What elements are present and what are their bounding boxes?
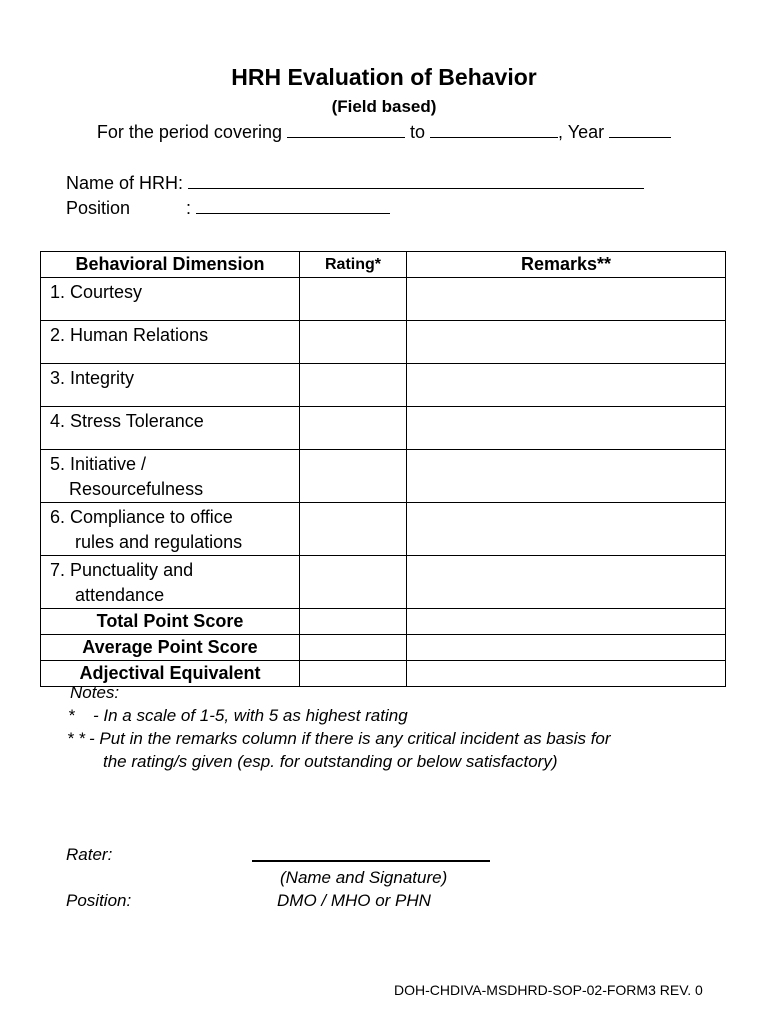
name-label: Name of HRH: [66,173,184,193]
adjectival-equivalent-label: Adjectival Equivalent [41,661,300,687]
dimension-cell [41,321,300,364]
remarks-cell[interactable] [407,321,726,364]
remarks-cell[interactable] [407,278,726,321]
remarks-cell[interactable] [407,364,726,407]
dimension-label: 4. Stress Tolerance [50,411,204,431]
dimension-label: 7. Punctuality and [50,560,194,580]
dimension-label: 3. Integrity [50,368,135,388]
rating-cell[interactable] [300,321,407,364]
remarks-cell[interactable] [407,609,726,635]
header-behavioral-dimension: Behavioral Dimension [41,252,300,278]
table-row [41,364,726,407]
summary-row-adjectival [41,661,726,687]
position-blank[interactable] [196,197,390,214]
rating-cell[interactable] [300,503,407,556]
rater-position-value: DMO / MHO or PHN [277,891,431,910]
position-colon: : [186,198,192,218]
dimension-cell [41,503,300,556]
evaluation-table [40,251,726,687]
average-point-score-label: Average Point Score [41,635,300,661]
rater-position-label: Position: [66,891,132,910]
header-rating: Rating* [300,252,407,278]
rating-cell[interactable] [300,407,407,450]
note-1-marker: * [68,706,75,725]
table-row [41,407,726,450]
remarks-cell[interactable] [407,556,726,609]
table-row [41,278,726,321]
remarks-cell[interactable] [407,635,726,661]
period-line [0,121,768,143]
document-subtitle: (Field based) [331,97,437,116]
rater-label: Rater: [66,845,113,864]
name-signature-caption: (Name and Signature) [280,868,448,887]
dimension-cell [41,556,300,609]
period-to-label: to [410,122,426,142]
table-row [41,321,726,364]
form-code: DOH-CHDIVA-MSDHRD-SOP-02-FORM3 REV. 0 [394,982,703,998]
period-year-blank[interactable] [609,121,671,138]
name-blank[interactable] [188,172,644,189]
summary-row-total [41,609,726,635]
remarks-cell[interactable] [407,407,726,450]
name-row [66,172,644,194]
rater-signature-line[interactable] [252,860,490,862]
table-header-row [41,252,726,278]
position-label: Position [66,198,131,218]
summary-row-average [41,635,726,661]
document-title: HRH Evaluation of Behavior [231,64,537,90]
position-row [66,197,390,219]
period-end-blank[interactable] [430,121,558,138]
dimension-label-continued: attendance [75,585,165,605]
dimension-label: 1. Courtesy [50,282,143,302]
table-row [41,450,726,503]
rating-cell[interactable] [300,364,407,407]
dimension-cell [41,278,300,321]
note-1-text: - In a scale of 1-5, with 5 as highest rating [93,706,408,725]
table-row [41,503,726,556]
dimension-label-continued: rules and regulations [75,532,243,552]
rating-cell[interactable] [300,609,407,635]
note-2-text: - Put in the remarks column if there is any critical incident as basis for [89,729,611,748]
table-row [41,556,726,609]
period-start-blank[interactable] [287,121,405,138]
dimension-cell [41,364,300,407]
dimension-cell [41,450,300,503]
rating-cell[interactable] [300,556,407,609]
rating-cell[interactable] [300,450,407,503]
remarks-cell[interactable] [407,661,726,687]
note-2-marker: * * [67,729,85,748]
dimension-label-continued: Resourcefulness [69,479,204,499]
rating-cell[interactable] [300,635,407,661]
rating-cell[interactable] [300,278,407,321]
dimension-cell [41,407,300,450]
dimension-label: 2. Human Relations [50,325,209,345]
dimension-label: 6. Compliance to office [50,507,233,527]
header-remarks: Remarks** [407,252,726,278]
rating-cell[interactable] [300,661,407,687]
dimension-label: 5. Initiative / [50,454,147,474]
note-2-continued: the rating/s given (esp. for outstanding or below satisfactory) [103,752,558,771]
period-prefix: For the period covering [96,122,282,142]
total-point-score-label: Total Point Score [41,609,300,635]
remarks-cell[interactable] [407,450,726,503]
remarks-cell[interactable] [407,503,726,556]
notes-heading: Notes: [70,683,120,702]
period-year-label: , Year [558,122,605,142]
